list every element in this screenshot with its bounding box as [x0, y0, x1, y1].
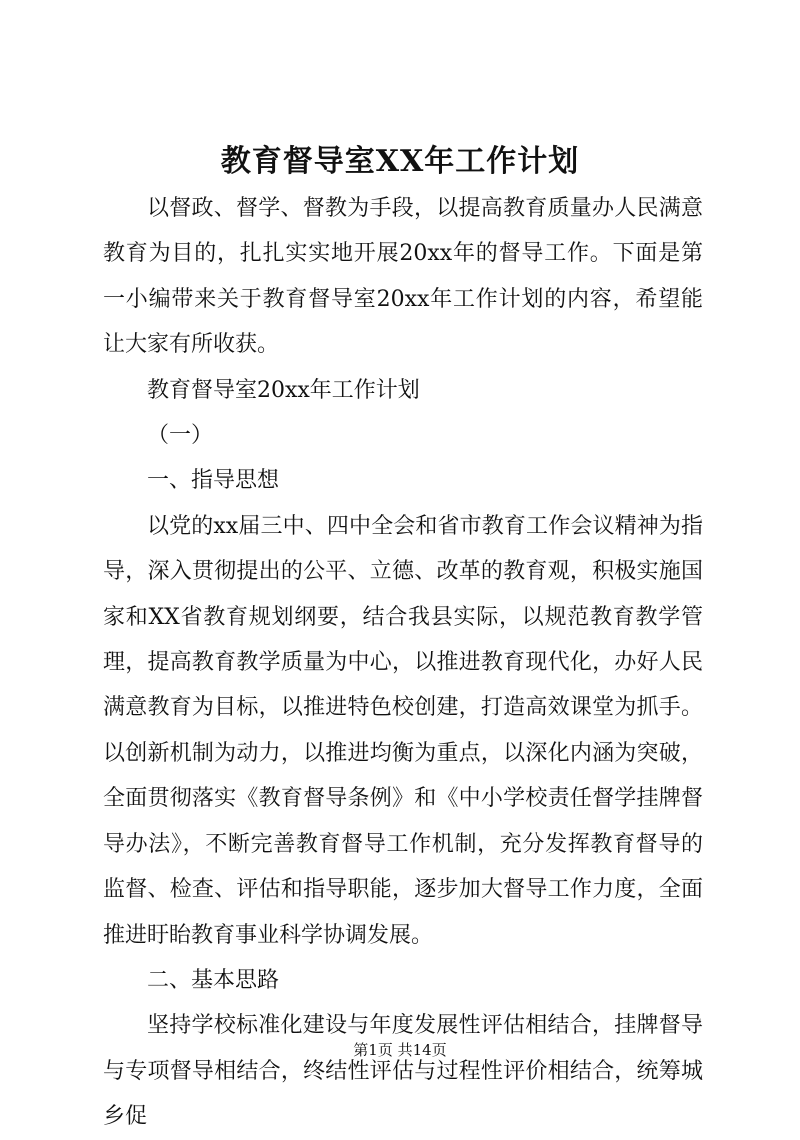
section-marker-one: （一）: [147, 423, 214, 449]
page-number-footer: 第1页 共14页: [353, 1041, 447, 1059]
document-title: 教育督导室XX年工作计划: [220, 144, 580, 179]
heading-guiding-ideology: 一、指导思想: [147, 468, 280, 494]
heading-basic-approach: 二、基本思路: [147, 967, 280, 993]
basic-approach-paragraph: 坚持学校标准化建设与年度发展性评估相结合，挂牌督导与专项督导相结合，终结性评估与过程性评价相结合，统筹城乡促: [103, 1013, 703, 1130]
document-body: [103, 186, 703, 1140]
section-heading-plan: 教育督导室20xx年工作计划: [147, 377, 420, 403]
intro-paragraph: 以督政、督学、督教为手段，以提高教育质量办人民满意教育为目的，扎扎实实地开展20xx年的督导工作。下面是第一小编带来关于教育督导室20xx年工作计划的内容，希望能让大家有所收获。: [103, 196, 703, 358]
guiding-ideology-paragraph: 以党的xx届三中、四中全会和省市教育工作会议精神为指导，深入贯彻提出的公平、立德、改革的教育观，积极实施国家和XX省教育规划纲要，结合我县实际，以规范教育教学管理，提高教育教学质量为中心，以推进教育现代化，办好人民满意教育为目标，以推进特色校创建，打造高效课堂为抓手。以创新机制为动力，以推进均衡为重点，以深化内涵为突破，全面贯彻落实《教育督导条例》和《中小学校责任督学挂牌督导办法》，不断完善教育督导工作机制，充分发挥教育督导的监督、检查、评估和指导职能，逐步加大督导工作力度，全面推进盱眙教育事业科学协调发展。: [103, 513, 703, 948]
